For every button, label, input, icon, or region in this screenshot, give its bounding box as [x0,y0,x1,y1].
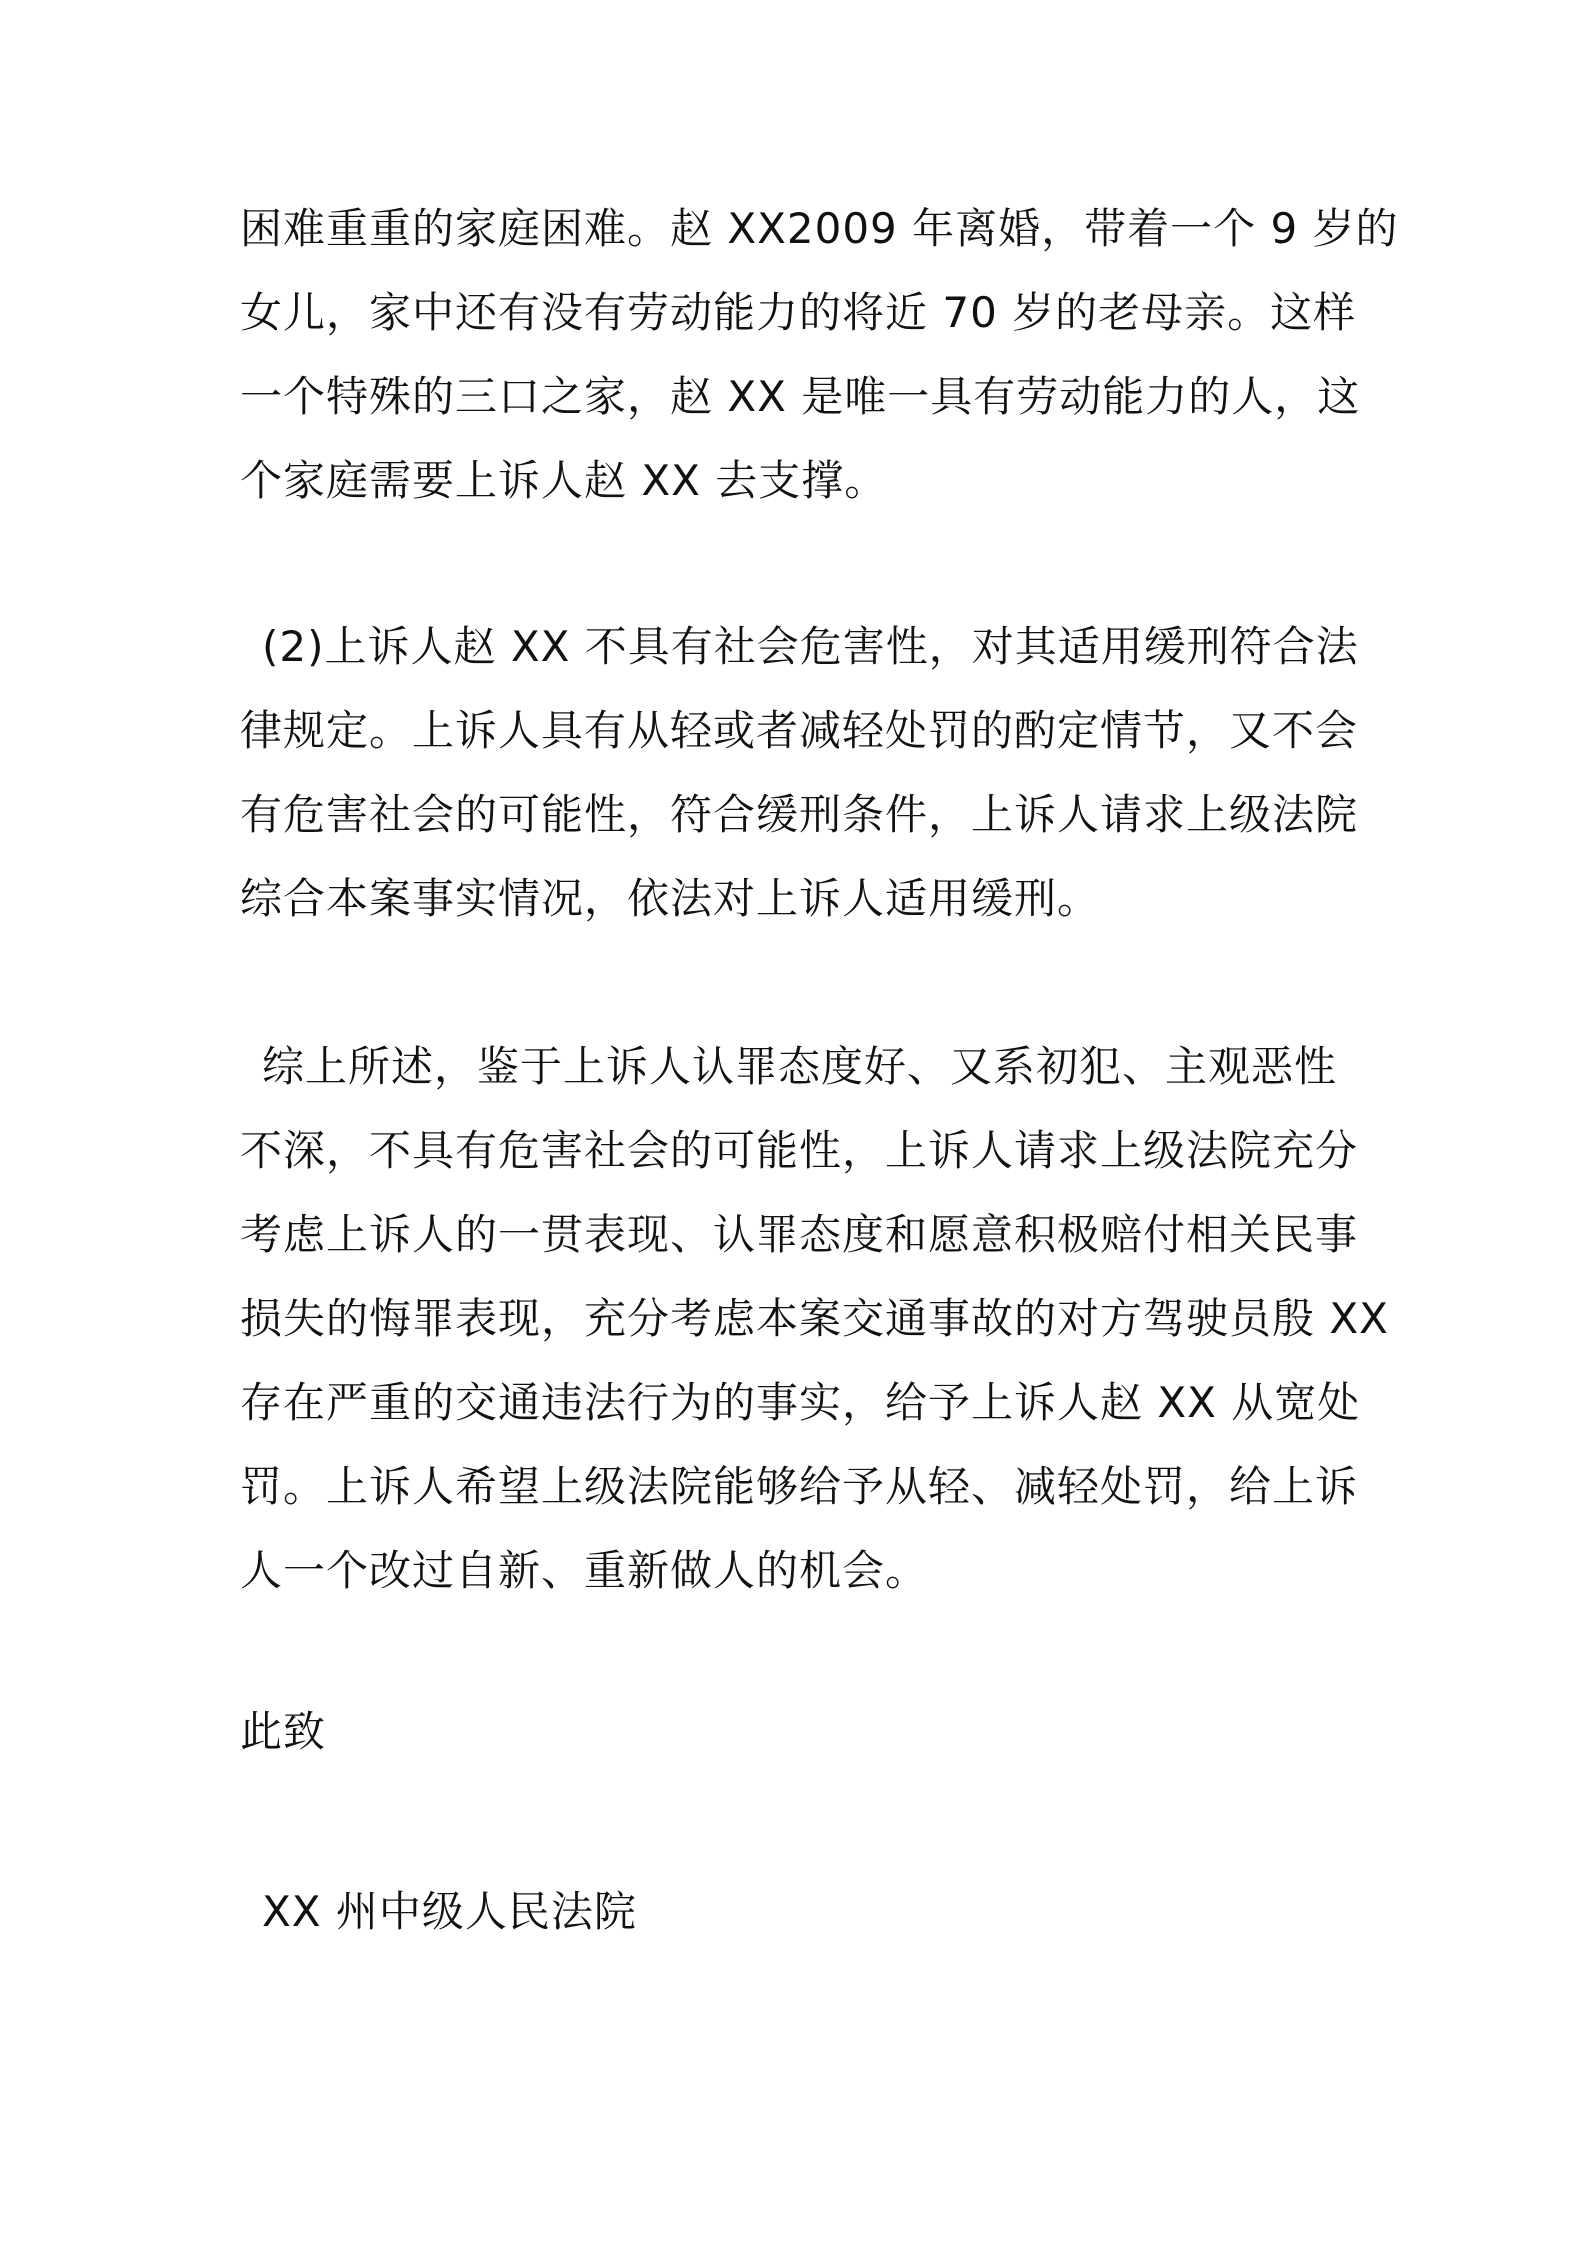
addressee [240,1870,1360,1954]
text-line: 有危害社会的可能性，符合缓刑条件，上诉人请求上级法院 [240,790,1359,839]
text-line: 考虑上诉人的一贯表现、认罪态度和愿意积极赔付相关民事 [240,1210,1359,1259]
text-line: 困难重重的家庭困难。赵 XX2009 年离婚，带着一个 9 岁的 [240,204,1399,253]
text-line: 存在严重的交通违法行为的事实，给予上诉人赵 XX 从宽处 [240,1378,1361,1427]
text-line: 人一个改过自新、重新做人的机会。 [240,1546,929,1595]
addressee-text: XX 州中级人民法院 [262,1887,637,1936]
closing-salutation [240,1690,1360,1774]
paragraph-conclusion [240,1025,1389,1613]
paragraph-no-social-harm [240,605,1360,941]
text-line: 女儿，家中还有没有劳动能力的将近 70 岁的老母亲。这样 [240,288,1357,337]
text-line: 综上所述，鉴于上诉人认罪态度好、又系初犯、主观恶性 [262,1042,1338,1091]
text-line: 综合本案事实情况，依法对上诉人适用缓刑。 [240,874,1101,923]
text-line: 罚。上诉人希望上级法院能够给予从轻、减轻处罚，给上诉 [240,1462,1359,1511]
text-line: 损失的悔罪表现，充分考虑本案交通事故的对方驾驶员殷 XX [240,1294,1389,1343]
text-line: 律规定。上诉人具有从轻或者减轻处罚的酌定情节，又不会 [240,706,1359,755]
closing-text: 此致 [240,1707,327,1756]
paragraph-family-hardship [240,187,1399,523]
text-line: 不深，不具有危害社会的可能性，上诉人请求上级法院充分 [240,1126,1359,1175]
text-line: (2)上诉人赵 XX 不具有社会危害性，对其适用缓刑符合法 [262,622,1359,671]
text-line: 一个特殊的三口之家，赵 XX 是唯一具有劳动能力的人，这 [240,372,1361,421]
text-line: 个家庭需要上诉人赵 XX 去支撑。 [240,456,888,505]
